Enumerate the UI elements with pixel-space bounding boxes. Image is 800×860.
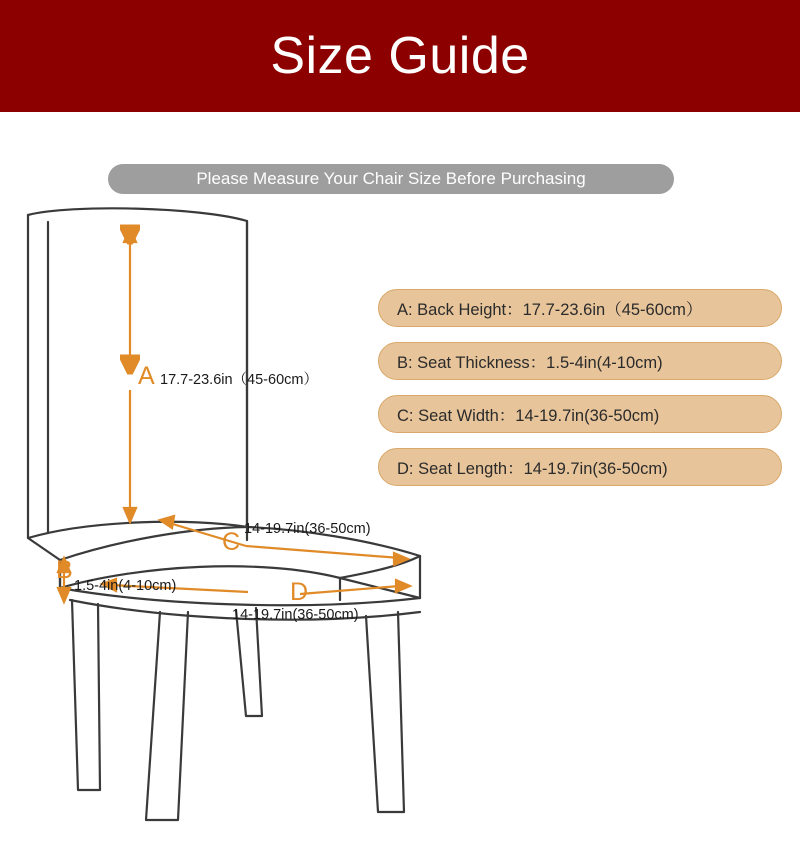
dimension-value-c: 14-19.7in(36-50cm) [244,521,371,537]
dimension-letter-a: A [138,362,155,390]
dimension-letter-b: B [56,556,73,584]
subtitle-text: Please Measure Your Chair Size Before Purchasing [196,169,586,188]
dimension-letter-c: C [222,528,241,556]
legend-label-b: B: Seat Thickness：1.5-4in(4-10cm) [397,354,663,372]
dimension-value-a: 17.7-23.6in（45-60cm） [160,372,318,388]
dimension-value-b: 1.5-4in(4-10cm) [74,578,177,594]
legend-item-seat-width [378,395,782,433]
legend-item-back-height [378,289,782,327]
legend-item-seat-thickness [378,342,782,380]
legend-list [378,289,782,501]
legend-item-seat-length [378,448,782,486]
legend-label-d: D: Seat Length：14-19.7in(36-50cm) [397,460,668,478]
legend-label-a: A: Back Height：17.7-23.6in（45-60cm） [397,301,703,319]
dimension-letter-d: D [290,578,309,606]
page-title: Size Guide [270,27,530,85]
legend-label-c: C: Seat Width：14-19.7in(36-50cm) [397,407,660,425]
dimension-value-d: 14-19.7in(36-50cm) [232,607,359,623]
chair-outline [28,208,420,820]
